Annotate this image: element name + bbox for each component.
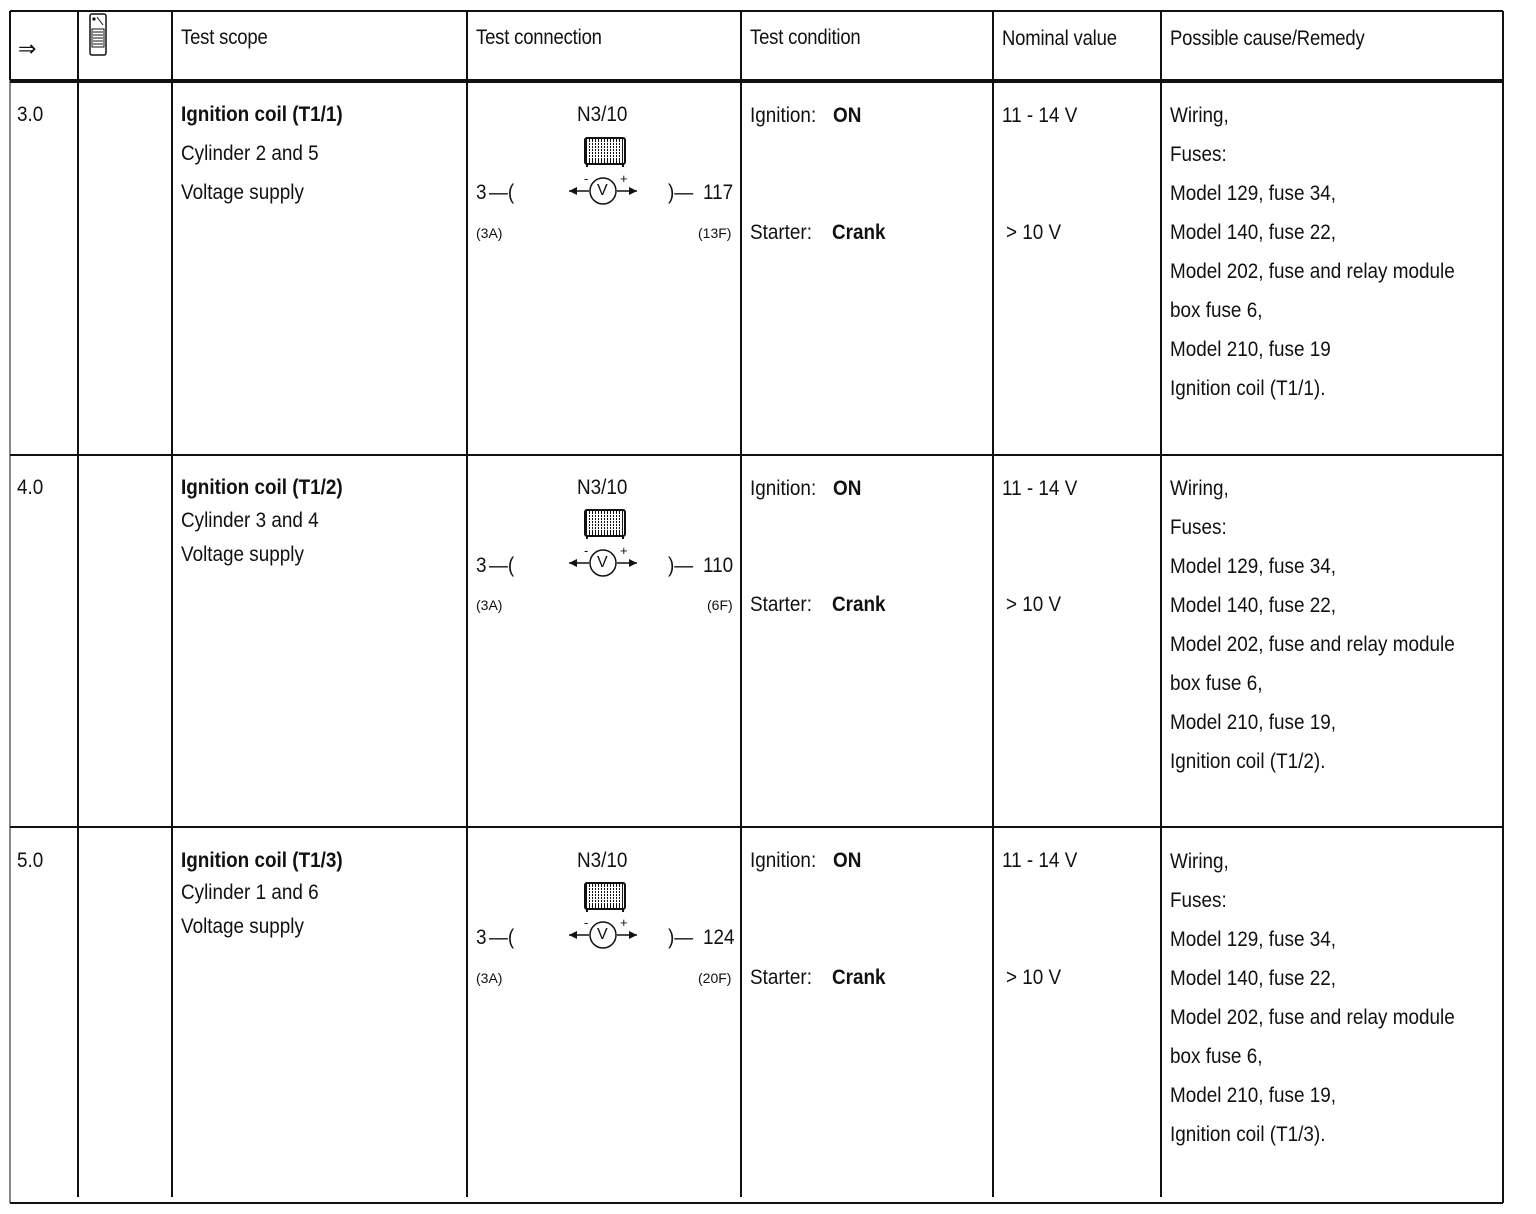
module-label: N3/10	[577, 476, 628, 499]
connector-left-symbol: —(	[489, 554, 515, 577]
cause-line: Model 129, fuse 34,	[1170, 182, 1337, 205]
possible-causes	[1170, 851, 1455, 1163]
cause-line: Model 210, fuse 19	[1170, 338, 1331, 361]
cause-line: Wiring,	[1170, 104, 1229, 127]
cause-line: box fuse 6,	[1170, 299, 1263, 322]
pin-left: 3	[476, 554, 487, 577]
condition-ignition-label: Ignition:	[750, 477, 817, 500]
voltmeter-symbol: V	[597, 182, 608, 199]
header-possible-cause: Possible cause/Remedy	[1170, 27, 1365, 50]
header-test-condition: Test condition	[750, 26, 861, 49]
condition-starter-value: Crank	[832, 593, 886, 616]
connector-right-symbol: )—	[668, 181, 694, 204]
voltmeter-minus: -	[584, 915, 589, 930]
possible-causes	[1170, 478, 1455, 790]
condition-ignition-value: ON	[833, 849, 862, 872]
condition-ignition-label: Ignition:	[750, 104, 817, 127]
voltmeter-plus: +	[620, 543, 628, 558]
cause-line: Model 129, fuse 34,	[1170, 928, 1337, 951]
tester-device-icon	[88, 13, 108, 57]
nominal-starter: > 10 V	[1006, 221, 1062, 244]
test-scope-cylinder: Cylinder 2 and 5	[181, 142, 319, 165]
cause-line: box fuse 6,	[1170, 1045, 1263, 1068]
cause-line: Model 210, fuse 19,	[1170, 1084, 1337, 1107]
test-scope-title: Ignition coil (T1/2)	[181, 476, 343, 499]
socket-left: (3A)	[476, 597, 503, 613]
header-test-scope: Test scope	[181, 26, 268, 49]
pin-left: 3	[476, 181, 487, 204]
socket-right: (13F)	[698, 225, 732, 241]
voltmeter-symbol: V	[597, 554, 608, 571]
header-test-connection: Test connection	[476, 26, 602, 49]
pin-right: 110	[703, 554, 734, 577]
voltmeter-minus: -	[584, 171, 589, 186]
voltmeter-plus: +	[620, 915, 628, 930]
cause-line: Model 202, fuse and relay module	[1170, 260, 1455, 283]
condition-starter-value: Crank	[832, 221, 886, 244]
cause-line: Fuses:	[1170, 516, 1227, 539]
pin-left: 3	[476, 926, 487, 949]
condition-starter-value: Crank	[832, 966, 886, 989]
cause-line: Ignition coil (T1/1).	[1170, 377, 1326, 400]
control-unit-foot	[586, 908, 624, 912]
socket-left: (3A)	[476, 225, 503, 241]
test-scope-title: Ignition coil (T1/1)	[181, 103, 343, 126]
test-scope-description: Voltage supply	[181, 181, 304, 204]
cause-line: Wiring,	[1170, 477, 1229, 500]
control-unit-icon	[584, 882, 626, 910]
test-scope-title: Ignition coil (T1/3)	[181, 849, 343, 872]
test-scope-description: Voltage supply	[181, 543, 304, 566]
cause-line: Model 140, fuse 22,	[1170, 221, 1337, 244]
cause-line: Model 129, fuse 34,	[1170, 555, 1337, 578]
header-nominal-value: Nominal value	[1002, 27, 1117, 50]
cause-line: Ignition coil (T1/2).	[1170, 750, 1326, 773]
cause-line: box fuse 6,	[1170, 672, 1263, 695]
cause-line: Ignition coil (T1/3).	[1170, 1123, 1326, 1146]
cause-line: Model 202, fuse and relay module	[1170, 633, 1455, 656]
control-unit-foot	[586, 163, 624, 167]
test-scope-cylinder: Cylinder 3 and 4	[181, 509, 319, 532]
possible-causes	[1170, 105, 1455, 417]
socket-right: (20F)	[698, 970, 732, 986]
connector-right-symbol: )—	[668, 926, 694, 949]
cause-line: Model 210, fuse 19,	[1170, 711, 1337, 734]
connector-left-symbol: —(	[489, 181, 515, 204]
pin-right: 117	[703, 181, 734, 204]
condition-ignition-value: ON	[833, 104, 862, 127]
nominal-starter: > 10 V	[1006, 966, 1062, 989]
voltmeter-minus: -	[584, 543, 589, 558]
test-scope-description: Voltage supply	[181, 915, 304, 938]
socket-left: (3A)	[476, 970, 503, 986]
control-unit-foot	[586, 535, 624, 539]
condition-starter-label: Starter:	[750, 966, 812, 989]
cause-line: Model 140, fuse 22,	[1170, 967, 1337, 990]
control-unit-icon	[584, 509, 626, 537]
nominal-ignition: 11 - 14 V	[1002, 849, 1078, 872]
nominal-ignition: 11 - 14 V	[1002, 104, 1078, 127]
step-number: 3.0	[17, 103, 44, 126]
connector-left-symbol: —(	[489, 926, 515, 949]
socket-right: (6F)	[707, 597, 733, 613]
cause-line: Model 202, fuse and relay module	[1170, 1006, 1455, 1029]
module-label: N3/10	[577, 849, 628, 872]
step-number: 4.0	[17, 476, 44, 499]
cause-line: Fuses:	[1170, 143, 1227, 166]
pin-right: 124	[703, 926, 735, 949]
control-unit-icon	[584, 137, 626, 165]
test-scope-cylinder: Cylinder 1 and 6	[181, 881, 319, 904]
connector-right-symbol: )—	[668, 554, 694, 577]
condition-starter-label: Starter:	[750, 593, 812, 616]
nominal-starter: > 10 V	[1006, 593, 1062, 616]
condition-ignition-value: ON	[833, 477, 862, 500]
arrow-icon: ⇒	[18, 36, 37, 61]
nominal-ignition: 11 - 14 V	[1002, 477, 1078, 500]
voltmeter-plus: +	[620, 171, 628, 186]
condition-ignition-label: Ignition:	[750, 849, 817, 872]
cause-line: Fuses:	[1170, 889, 1227, 912]
cause-line: Wiring,	[1170, 850, 1229, 873]
module-label: N3/10	[577, 103, 628, 126]
condition-starter-label: Starter:	[750, 221, 812, 244]
step-number: 5.0	[17, 849, 44, 872]
voltmeter-symbol: V	[597, 926, 608, 943]
cause-line: Model 140, fuse 22,	[1170, 594, 1337, 617]
